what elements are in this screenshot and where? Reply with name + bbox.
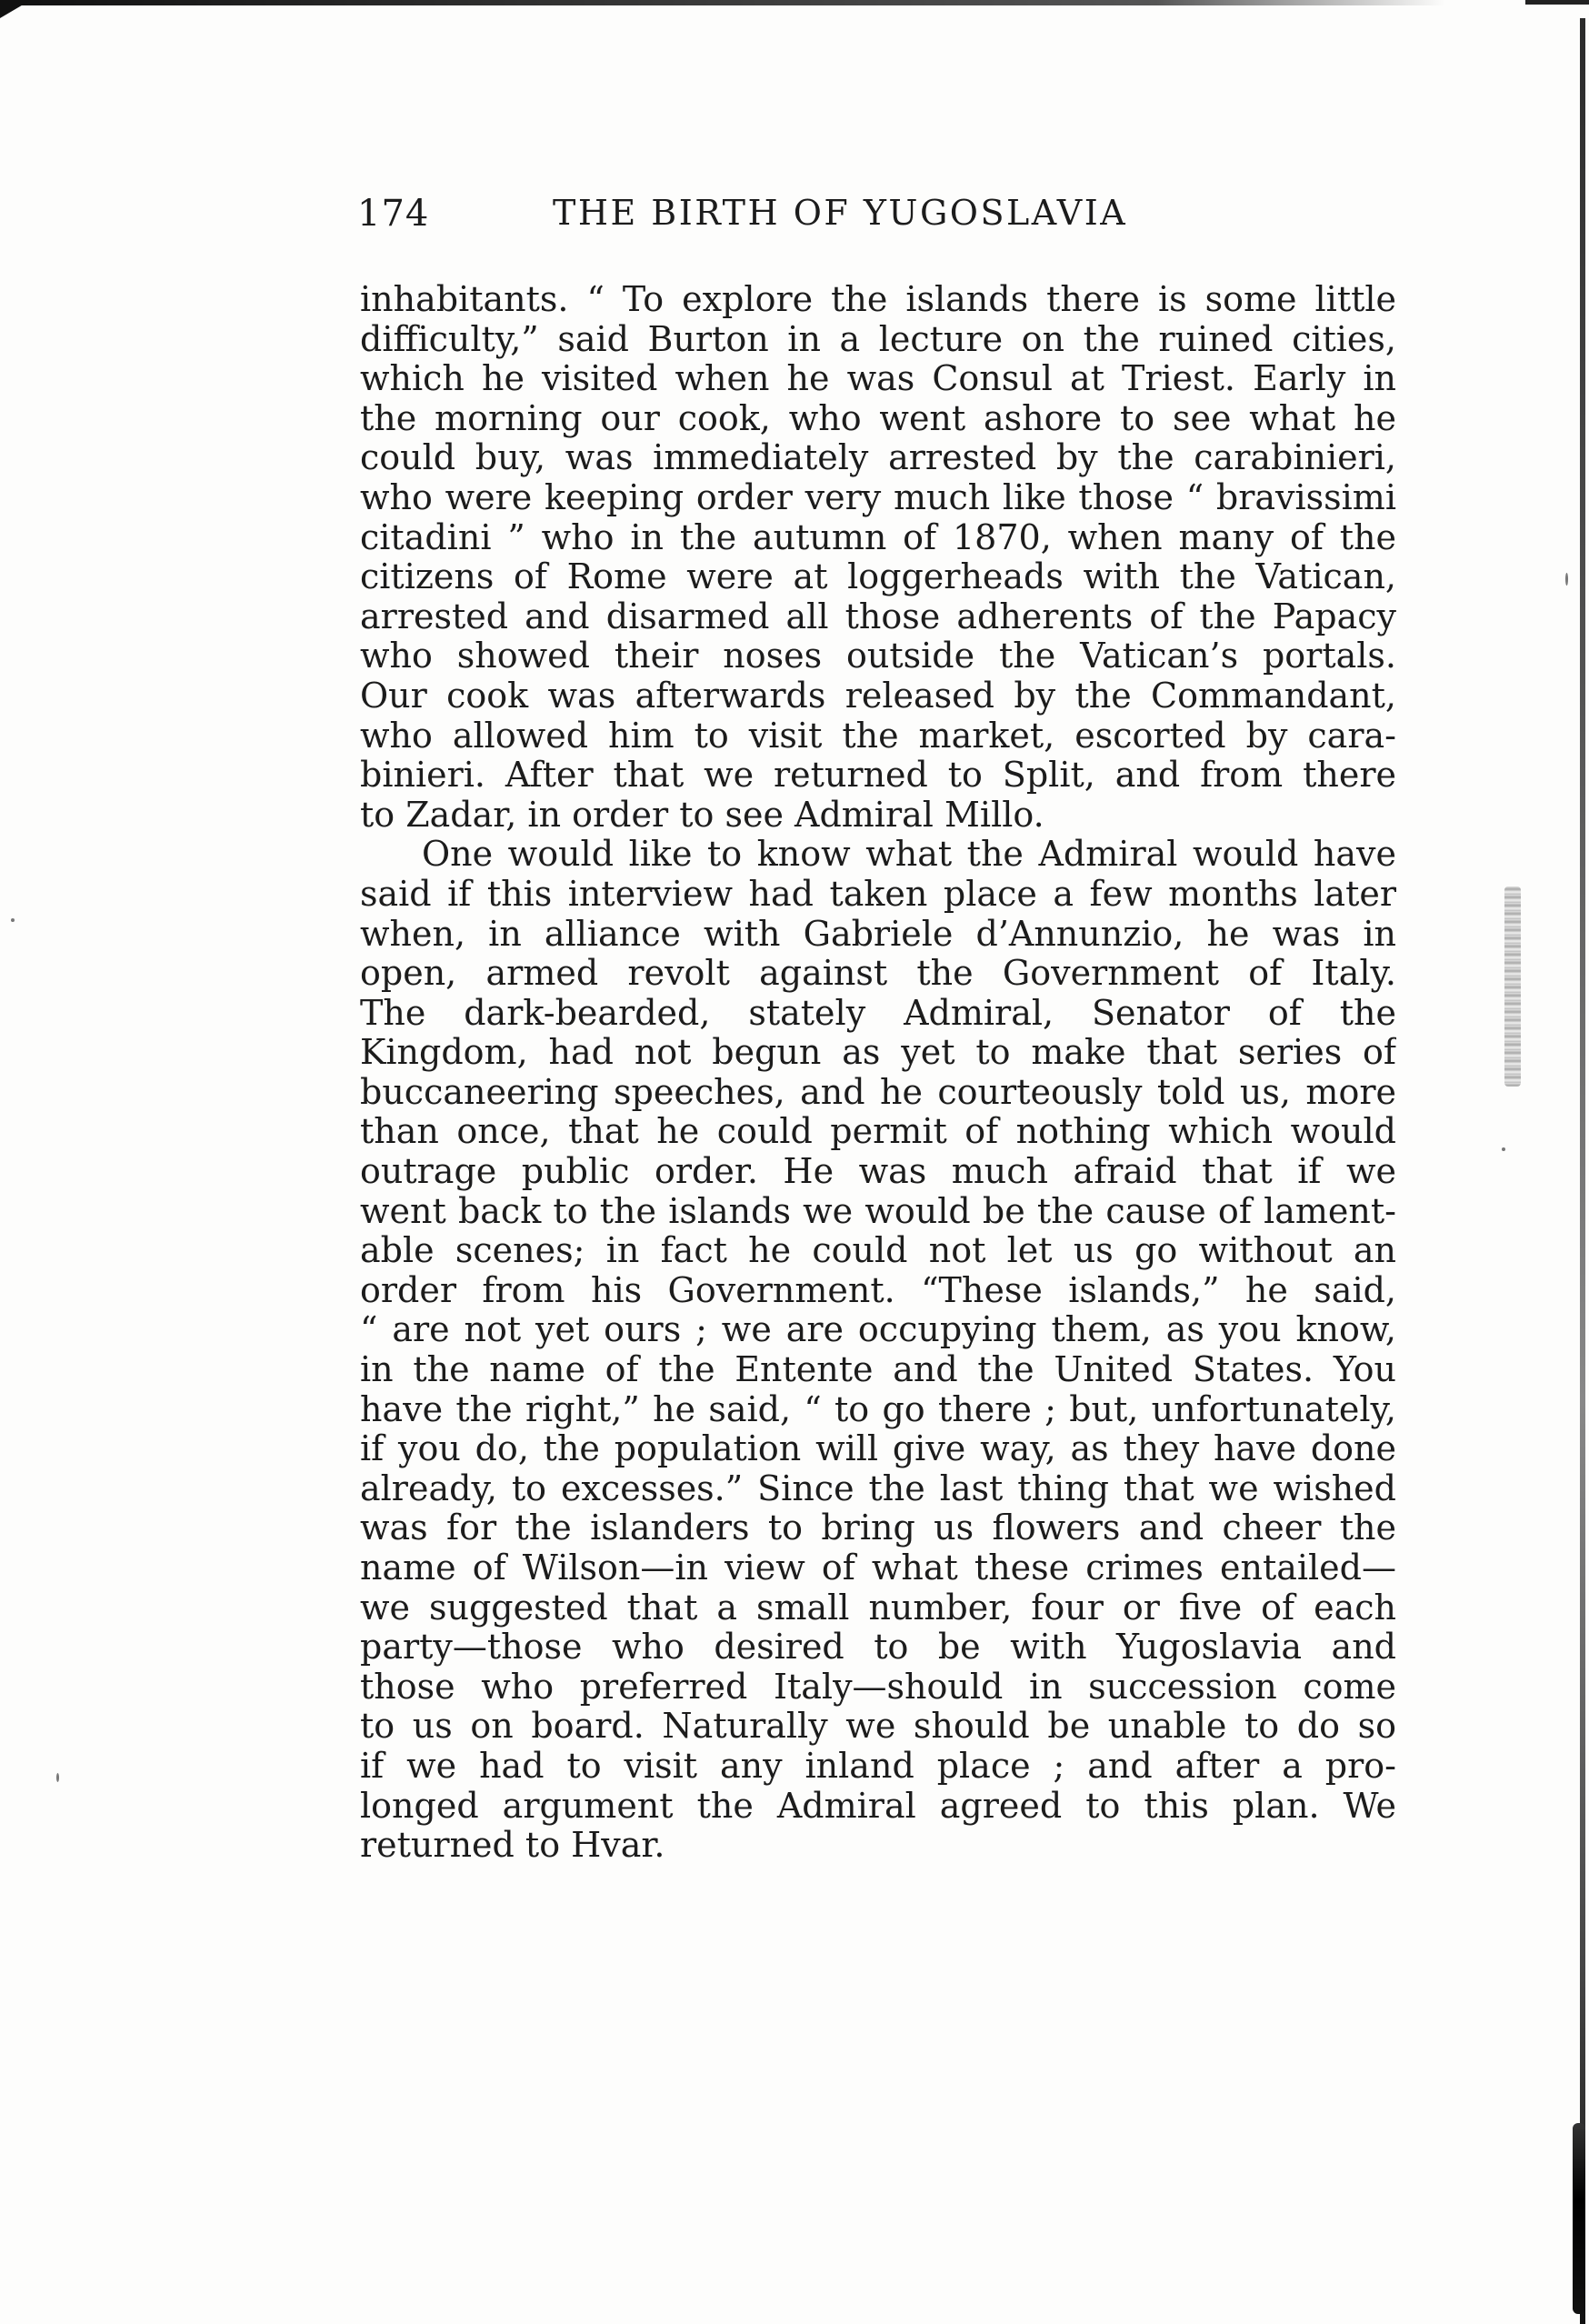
- text-line: who showed their noses outside the Vatican’s portals.: [360, 636, 1396, 676]
- text-line: when, in alliance with Gabriele d’Annunzio, he was in: [360, 914, 1396, 954]
- text-line: outrage public order. He was much afraid that if we: [360, 1152, 1396, 1192]
- text-line: who were keeping order very much like those “ bravissimi: [360, 477, 1396, 517]
- text-line: difficulty,” said Burton in a lecture on the ruined cities,: [360, 319, 1396, 359]
- text-line: name of Wilson—in view of what these crimes entailed—: [360, 1548, 1396, 1588]
- text-line: to Zadar, in order to see Admiral Millo.: [360, 795, 1044, 835]
- page-header: [357, 193, 1398, 247]
- text-line: Our cook was afterwards released by the Commandant,: [360, 676, 1396, 716]
- text-line: able scenes; in fact he could not let us go without an: [360, 1231, 1396, 1271]
- scan-shadow-top: [0, 0, 1445, 5]
- text-line: we suggested that a small number, four or five of each: [360, 1588, 1396, 1628]
- scan-shadow-corner: [0, 0, 31, 18]
- text-line: The dark-bearded, stately Admiral, Senator of the: [360, 993, 1396, 1033]
- body-text: [360, 280, 1396, 1866]
- text-line: which he visited when he was Consul at Triest. Early in: [360, 359, 1396, 399]
- text-line: if you do, the population will give way, as they have done: [360, 1429, 1396, 1469]
- scan-speck: [11, 918, 15, 922]
- text-line: could buy, was immediately arrested by the carabinieri,: [360, 438, 1396, 478]
- text-line: to us on board. Naturally we should be unable to do so: [360, 1707, 1396, 1747]
- scan-speck: [56, 1773, 59, 1782]
- text-line: the morning our cook, who went ashore to see what he: [360, 398, 1396, 438]
- running-title: THE BIRTH OF YUGOSLAVIA: [553, 193, 1128, 233]
- scan-speck: [1565, 573, 1568, 586]
- text-line: longed argument the Admiral agreed to this plan. We: [360, 1786, 1396, 1826]
- text-line: returned to Hvar.: [360, 1826, 665, 1866]
- text-line: Kingdom, had not begun as yet to make that series of: [360, 1033, 1396, 1073]
- text-line: One would like to know what the Admiral would have: [422, 835, 1396, 875]
- text-line: have the right,” he said, “ to go there ; but, unfortunately,: [360, 1389, 1396, 1429]
- text-line: those who preferred Italy—should in succession come: [360, 1667, 1396, 1707]
- text-line: party—those who desired to be with Yugoslavia and: [360, 1628, 1396, 1668]
- text-line: citadini ” who in the autumn of 1870, when many of the: [360, 517, 1396, 557]
- text-line: binieri. After that we returned to Split, and from there: [360, 756, 1396, 796]
- page-number: 174: [357, 193, 430, 235]
- text-line: inhabitants. “ To explore the islands there is some little: [360, 280, 1396, 319]
- text-line: than once, that he could permit of nothing which would: [360, 1112, 1396, 1152]
- text-line: buccaneering speeches, and he courteously told us, more: [360, 1072, 1396, 1112]
- scan-speck: [1502, 1147, 1505, 1151]
- text-line: in the name of the Entente and the United States. You: [360, 1350, 1396, 1390]
- text-line: open, armed revolt against the Government of Italy.: [360, 954, 1396, 994]
- text-line: was for the islanders to bring us flowers and cheer the: [360, 1508, 1396, 1548]
- text-line: “ are not yet ours ; we are occupying them, as you know,: [360, 1310, 1396, 1350]
- text-line: order from his Government. “These islands,” he said,: [360, 1270, 1396, 1310]
- text-line: already, to excesses.” Since the last thing that we wished: [360, 1468, 1396, 1508]
- text-line: went back to the islands we would be the cause of lament-: [360, 1191, 1396, 1231]
- scan-binding-shadow: [1573, 2123, 1585, 2314]
- scan-binding-edge: [1580, 18, 1585, 2324]
- text-line: who allowed him to visit the market, escorted by cara-: [360, 716, 1396, 756]
- text-line: said if this interview had taken place a few months later: [360, 874, 1396, 914]
- text-line: if we had to visit any inland place ; and after a pro-: [360, 1746, 1396, 1786]
- ink-bleed-through: [1504, 887, 1521, 1087]
- text-line: citizens of Rome were at loggerheads with the Vatican,: [360, 557, 1396, 597]
- text-line: arrested and disarmed all those adherents of the Papacy: [360, 596, 1396, 636]
